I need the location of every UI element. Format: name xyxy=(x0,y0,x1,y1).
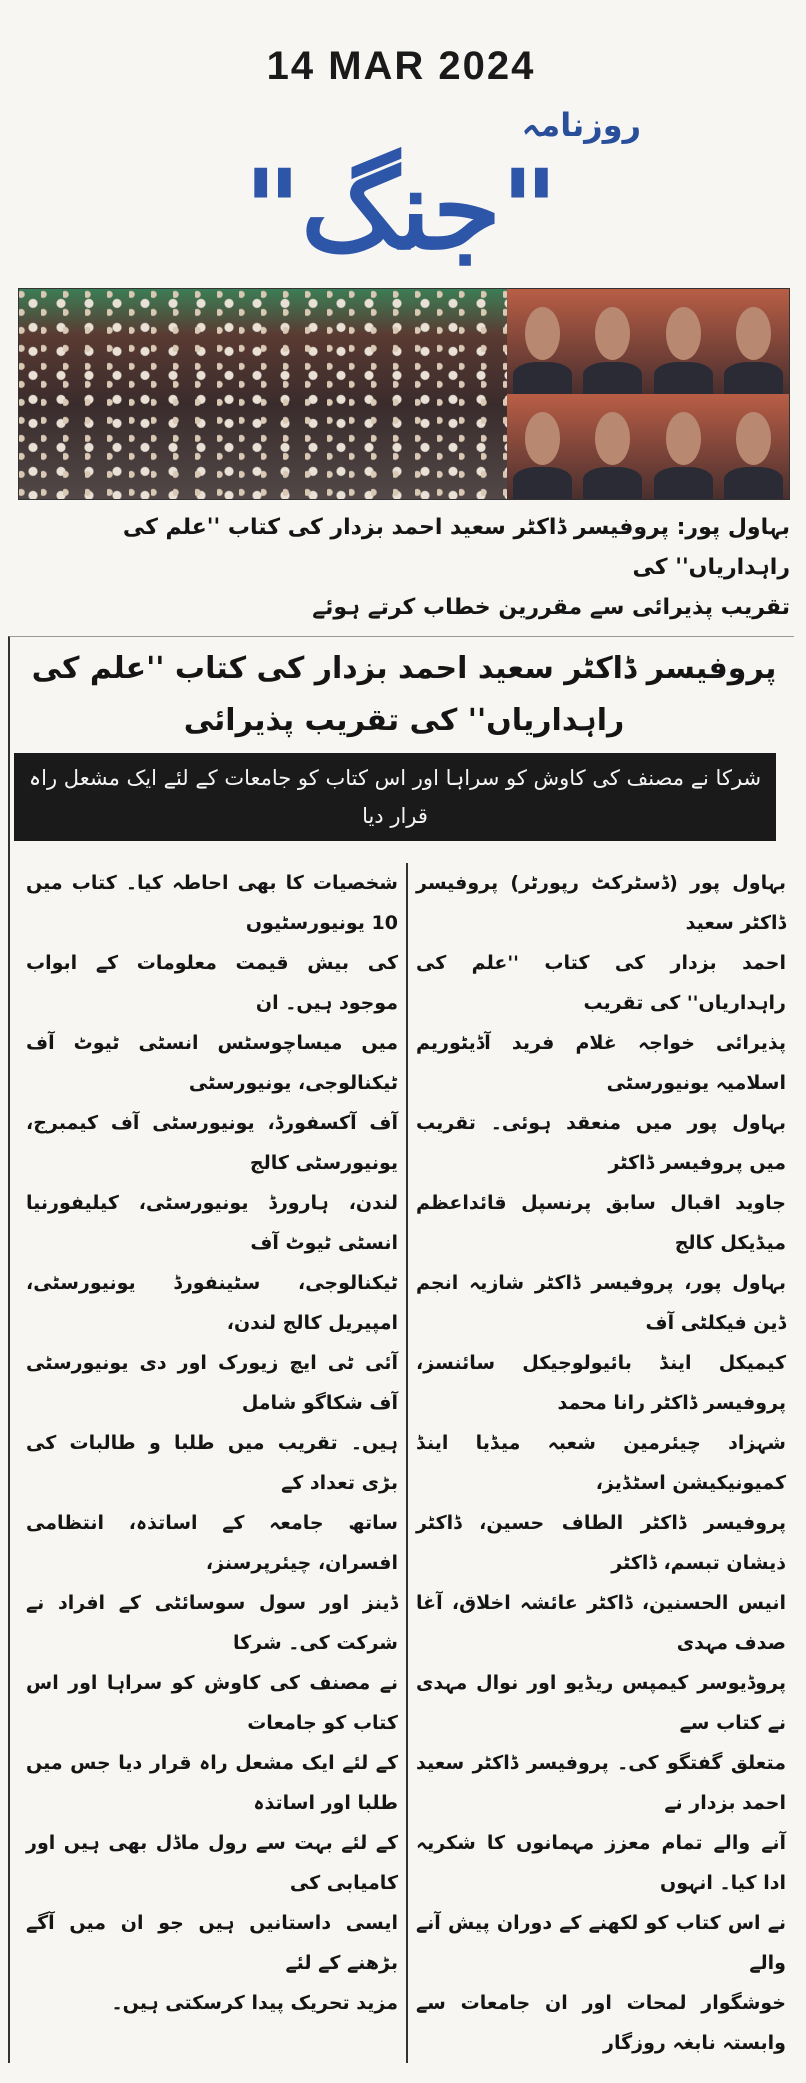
article-line: پروڈیوسر کیمپس ریڈیو اور نوال مہدی نے کتاب سے xyxy=(416,1671,786,1734)
article-line: ساتھ جامعہ کے اساتذہ، انتظامی افسران، چیئرپرسنز، xyxy=(26,1511,398,1574)
article-line: شخصیات کا بھی احاطہ کیا۔ کتاب میں 10 یونیورسٹیوں xyxy=(26,871,398,934)
article-line: بہاول پور، پروفیسر ڈاکٹر شازیہ انجم ڈین فیکلٹی آف xyxy=(416,1271,786,1334)
speaker-portrait xyxy=(648,289,719,394)
article-line: کے لئے بہت سے رول ماڈل بھی ہیں اور کامیابی کی xyxy=(26,1831,398,1894)
article-column-right xyxy=(406,863,794,2063)
speaker-portrait xyxy=(719,289,790,394)
article-line: آف آکسفورڈ، یونیورسٹی آف کیمبرج، یونیورسٹی کالج xyxy=(26,1111,398,1174)
article-line: انیس الحسنین، ڈاکٹر عائشہ اخلاق، آغا صدف مہدی xyxy=(416,1591,786,1654)
article-line: لندن، ہارورڈ یونیورسٹی، کیلیفورنیا انسٹی ٹیوٹ آف xyxy=(26,1191,398,1254)
headline: پروفیسر ڈاکٹر سعید احمد بزدار کی کتاب ''علم کی راہداریاں'' کی تقریب پذیرائی xyxy=(31,650,777,738)
article-line: نے اس کتاب کو لکھنے کے دوران پیش آنے والے xyxy=(416,1911,786,1974)
photo-caption xyxy=(18,508,790,628)
article-line: ہیں۔ تقریب میں طلبا و طالبات کی بڑی تعداد کے xyxy=(26,1431,398,1494)
event-photo xyxy=(18,288,790,500)
news-story xyxy=(8,636,794,2063)
article-line: بہاول پور میں منعقد ہوئی۔ تقریب میں پروفیسر ڈاکٹر xyxy=(416,1111,786,1174)
speaker-portraits xyxy=(507,289,789,499)
subheadline: شرکا نے مصنف کی کاوش کو سراہا اور اس کتاب کو جامعات کے لئے ایک مشعل راہ قرار دیا xyxy=(14,753,776,841)
publication-date: 14 MAR 2024 xyxy=(266,44,536,88)
article-line: کے لئے ایک مشعل راہ قرار دیا جس میں طلبا اور اساتذہ xyxy=(26,1751,398,1814)
audience-image xyxy=(19,289,507,499)
article-line: ایسی داستانیں ہیں جو ان میں آگے بڑھنے کے لئے xyxy=(26,1911,398,1974)
article-line: احمد بزدار کی کتاب ''علم کی راہداریاں'' کی تقریب xyxy=(416,951,786,1014)
masthead xyxy=(161,103,641,274)
article-line: پذیرائی خواجہ غلام فرید آڈیٹوریم اسلامیہ یونیورسٹی xyxy=(416,1031,786,1094)
article-line: میں میساچوسٹس انسٹی ٹیوٹ آف ٹیکنالوجی، یونیورسٹی xyxy=(26,1031,398,1094)
article-line: آئی ٹی ایچ زیورک اور دی یونیورسٹی آف شکاگو شامل xyxy=(26,1351,398,1414)
article-line: شہزاد چیئرمین شعبہ میڈیا اینڈ کمیونیکیشن اسٹڈیز، xyxy=(416,1431,786,1494)
article-line: کی بیش قیمت معلومات کے ابواب موجود ہیں۔ ان xyxy=(26,951,398,1014)
speaker-portrait xyxy=(507,394,578,499)
speaker-portrait xyxy=(719,394,790,499)
article-column-left xyxy=(18,863,406,2063)
speaker-portrait xyxy=(578,394,649,499)
article-line: جاوید اقبال سابق پرنسپل قائداعظم میڈیکل کالج xyxy=(416,1191,786,1254)
caption-line: بہاول پور: پروفیسر ڈاکٹر سعید احمد بزدار کی کتاب ''علم کی راہداریاں'' کی xyxy=(122,514,790,580)
masthead-prefix: روزنامہ xyxy=(521,106,641,144)
article-columns xyxy=(14,863,794,2063)
article-line: مزید تحریک پیدا کرسکتی ہیں۔ xyxy=(111,1991,398,2014)
article-line: ٹیکنالوجی، سٹینفورڈ یونیورسٹی، امپیریل کالج لندن، xyxy=(26,1271,398,1334)
article-line: متعلق گفتگو کی۔ پروفیسر ڈاکٹر سعید احمد بزدار نے xyxy=(416,1751,786,1814)
article-line: آنے والے تمام معزز مہمانوں کا شکریہ ادا کیا۔ انہوں xyxy=(416,1831,786,1894)
speaker-portrait xyxy=(648,394,719,499)
speaker-portrait xyxy=(578,289,649,394)
newspaper-masthead: "جنگ" xyxy=(243,145,559,274)
article-line: بہاول پور (ڈسٹرکٹ رپورٹر) پروفیسر ڈاکٹر سعید xyxy=(416,871,786,934)
article-line: خوشگوار لمحات اور ان جامعات سے وابستہ نابغہ روزگار xyxy=(416,1991,786,2054)
article-line: پروفیسر ڈاکٹر الطاف حسین، ڈاکٹر ذیشان تبسم، ڈاکٹر xyxy=(416,1511,786,1574)
caption-line: تقریب پذیرائی سے مقررین خطاب کرتے ہوئے xyxy=(312,594,790,620)
article-line: کیمیکل اینڈ بائیولوجیکل سائنسز، پروفیسر ڈاکٹر رانا محمد xyxy=(416,1351,786,1414)
speaker-portrait xyxy=(507,289,578,394)
article-line: نے مصنف کی کاوش کو سراہا اور اس کتاب کو جامعات xyxy=(26,1671,398,1734)
article-line: ڈینز اور سول سوسائٹی کے افراد نے شرکت کی۔ شرکا xyxy=(26,1591,398,1654)
